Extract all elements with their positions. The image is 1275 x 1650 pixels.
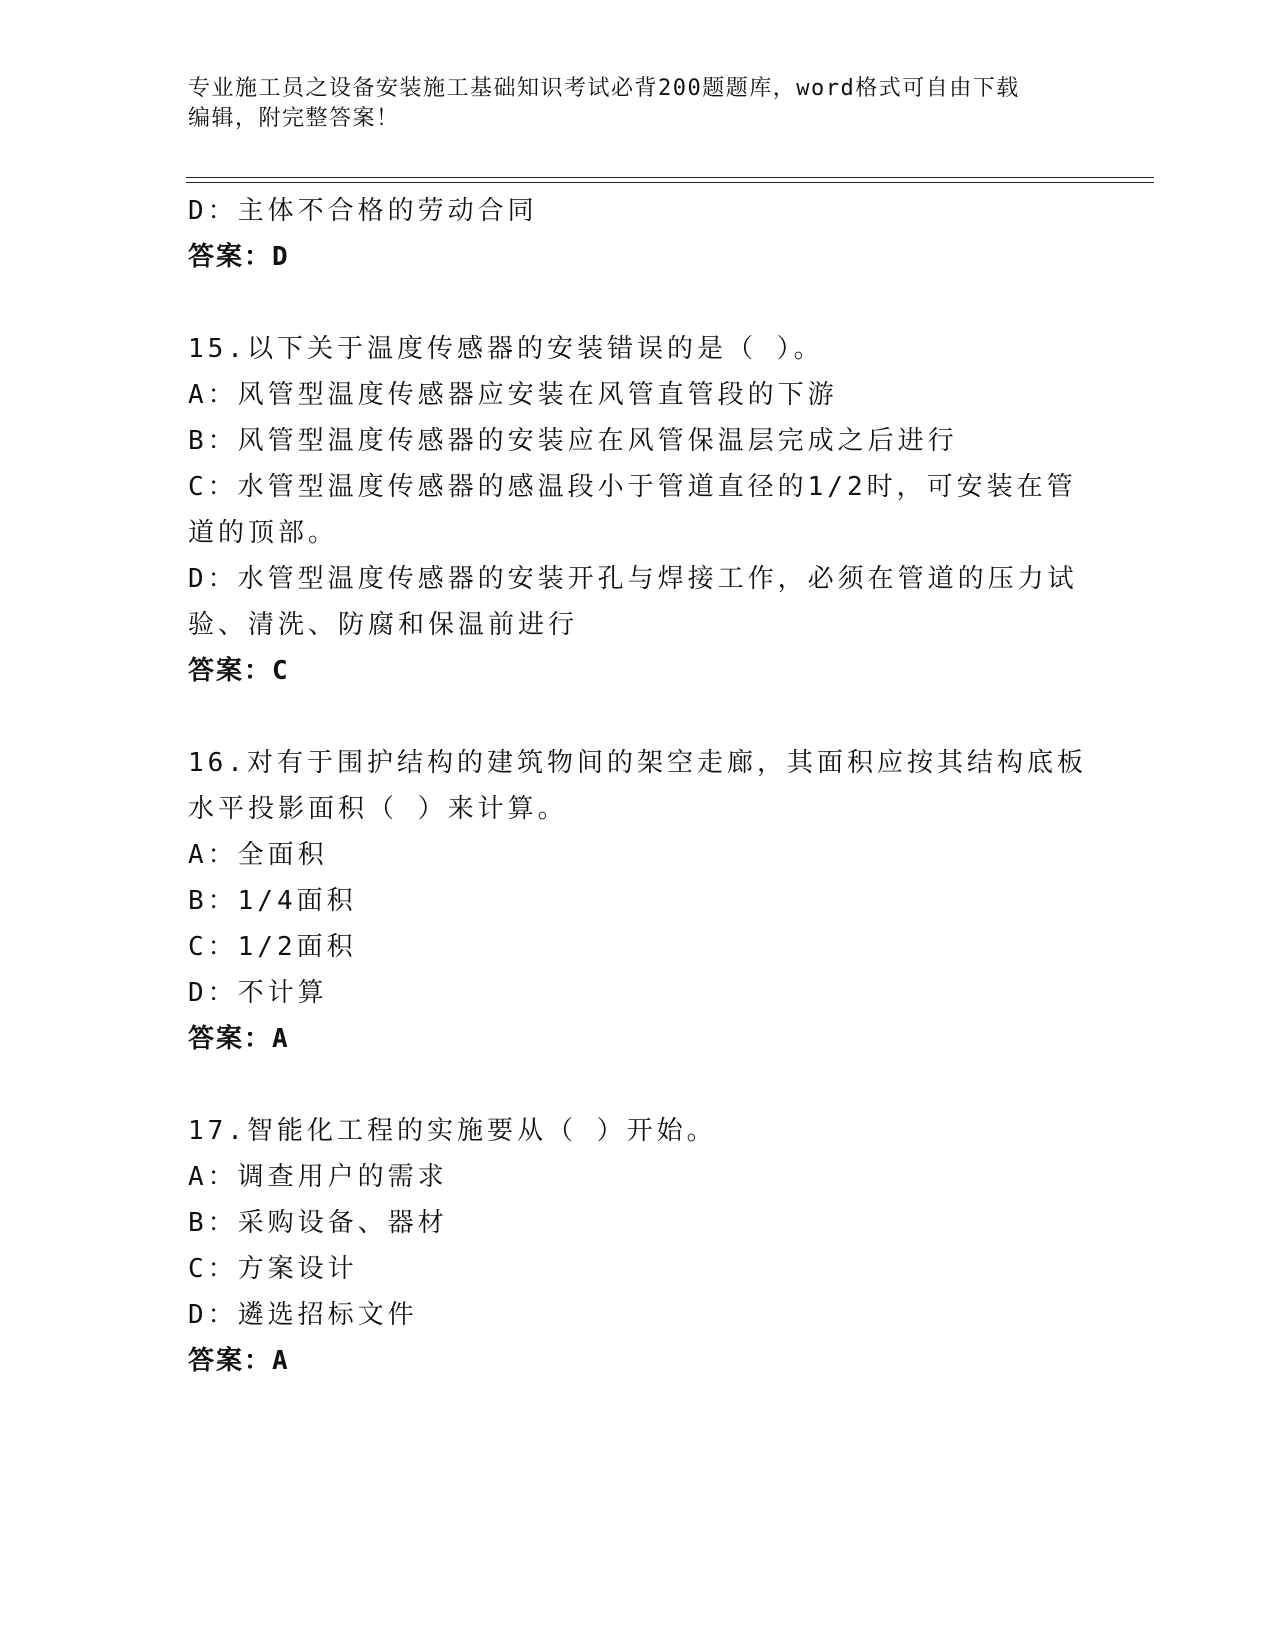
option-d: D：遴选招标文件 bbox=[188, 1300, 418, 1330]
option-b: B：采购设备、器材 bbox=[188, 1208, 448, 1238]
header-divider-bottom bbox=[186, 182, 1154, 183]
option-c: C：方案设计 bbox=[188, 1254, 358, 1284]
question-stem: 15.以下关于温度传感器的安装错误的是（ ）。 bbox=[188, 334, 824, 364]
spacer bbox=[188, 1062, 1098, 1108]
answer: 答案：A bbox=[188, 1024, 290, 1054]
option-b: B：1/4面积 bbox=[188, 886, 357, 916]
answer: 答案：C bbox=[188, 656, 290, 686]
question-15 bbox=[188, 326, 1098, 694]
option-c: C：水管型温度传感器的感温段小于管道直径的1/2时，可安装在管道的顶部。 bbox=[188, 472, 1077, 548]
prev-option-d: D：主体不合格的劳动合同 bbox=[188, 196, 538, 226]
question-stem: 16.对有于围护结构的建筑物间的架空走廊，其面积应按其结构底板水平投影面积（ ）来计算。 bbox=[188, 748, 1087, 824]
header-title-line-2: 编辑，附完整答案！ bbox=[188, 106, 400, 131]
header-divider-top bbox=[186, 177, 1154, 178]
option-a: A：全面积 bbox=[188, 840, 328, 870]
document-header bbox=[188, 74, 1088, 134]
option-d: D：水管型温度传感器的安装开孔与焊接工作，必须在管道的压力试验、清洗、防腐和保温前进行 bbox=[188, 564, 1078, 640]
option-b: B：风管型温度传感器的安装应在风管保温层完成之后进行 bbox=[188, 426, 958, 456]
answer: 答案：A bbox=[188, 1346, 290, 1376]
option-a: A：调查用户的需求 bbox=[188, 1162, 448, 1192]
prev-answer: 答案：D bbox=[188, 242, 290, 272]
option-c: C：1/2面积 bbox=[188, 932, 357, 962]
question-16 bbox=[188, 740, 1098, 1062]
question-stem: 17.智能化工程的实施要从（ ）开始。 bbox=[188, 1116, 717, 1146]
option-a: A：风管型温度传感器应安装在风管直管段的下游 bbox=[188, 380, 838, 410]
spacer bbox=[188, 694, 1098, 740]
header-title-line-1: 专业施工员之设备安装施工基础知识考试必背200题题库，word格式可自由下载 bbox=[188, 76, 1020, 101]
spacer bbox=[188, 280, 1098, 326]
option-d: D：不计算 bbox=[188, 978, 328, 1008]
question-17 bbox=[188, 1108, 1098, 1384]
document-body bbox=[188, 188, 1098, 1384]
